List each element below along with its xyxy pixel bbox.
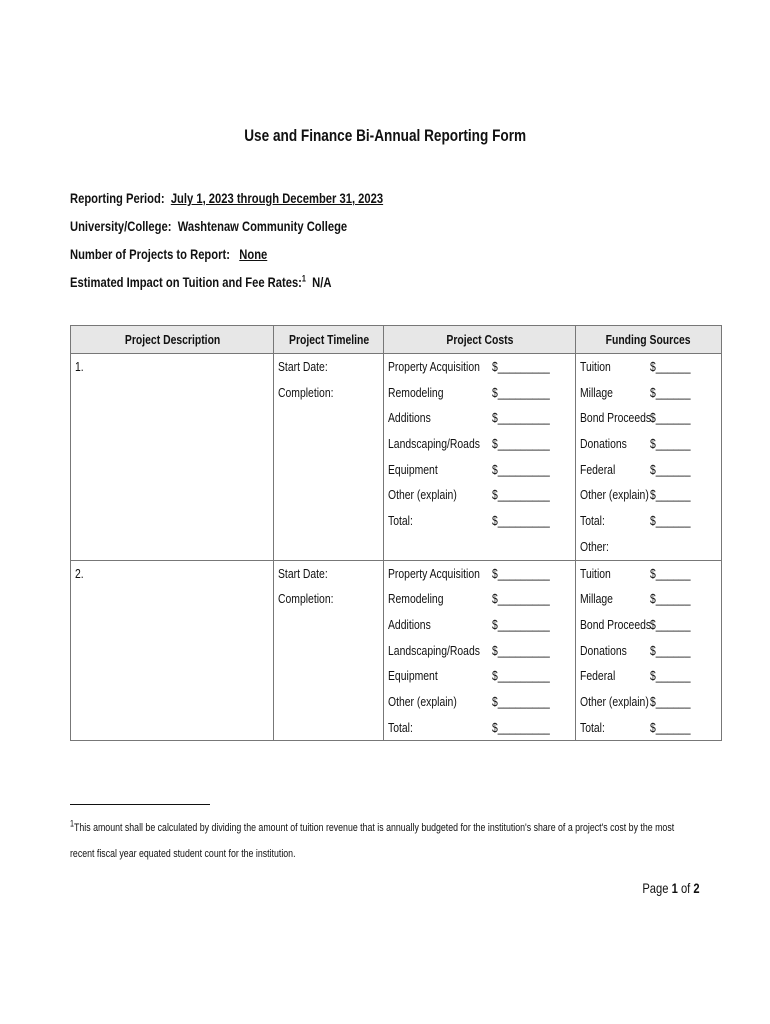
start-date-label: Start Date:	[278, 359, 328, 374]
cost-landscaping-roads[interactable]: Landscaping/Roads $_________	[388, 436, 551, 452]
funding-tuition[interactable]: Tuition $______	[580, 565, 691, 581]
reporting-period-label: Reporting Period:	[70, 190, 165, 206]
cost-property-acquisition[interactable]: Property Acquisition $_________	[388, 359, 551, 374]
cost-landscaping-roads[interactable]: Landscaping/Roads $_________	[388, 642, 551, 658]
funding-sources-cell	[576, 560, 722, 741]
page-number: Page 1 of 2	[642, 880, 700, 896]
project-number: 1.	[75, 359, 84, 374]
footnote-marker: 1	[70, 818, 75, 829]
completion-label: Completion:	[278, 384, 334, 400]
cost-equipment[interactable]: Equipment $_________	[388, 668, 551, 684]
impact-value: N/A	[312, 274, 332, 290]
table-row	[71, 560, 722, 741]
header-project-costs: Project Costs	[384, 326, 576, 354]
footnote	[70, 815, 720, 867]
header-funding-sources: Funding Sources	[576, 326, 722, 354]
project-timeline-cell[interactable]	[274, 560, 384, 741]
impact-footnote-marker: 1	[301, 273, 306, 284]
funding-donations[interactable]: Donations $______	[580, 436, 691, 452]
funding-tuition[interactable]: Tuition $______	[580, 359, 691, 374]
projects-count-label: Number of Projects to Report:	[70, 246, 230, 262]
funding-millage[interactable]: Millage $______	[580, 384, 691, 400]
funding-bond-proceeds[interactable]: Bond Proceeds $______	[580, 616, 691, 632]
project-costs-cell	[384, 560, 576, 741]
cost-remodeling[interactable]: Remodeling $_________	[388, 384, 551, 400]
completion-label: Completion:	[278, 591, 334, 607]
university-line	[70, 218, 416, 234]
projects-table	[70, 325, 722, 741]
cost-additions[interactable]: Additions $_________	[388, 616, 551, 632]
cost-additions[interactable]: Additions $_________	[388, 410, 551, 426]
funding-other-note[interactable]: Other:	[580, 538, 610, 554]
table-header-row	[71, 326, 722, 354]
cost-equipment[interactable]: Equipment $_________	[388, 461, 551, 477]
funding-other[interactable]: Other (explain) $______	[580, 487, 691, 503]
reporting-period-line	[70, 190, 461, 206]
table-row	[71, 354, 722, 561]
university-value: Washtenaw Community College	[177, 218, 348, 234]
funding-federal[interactable]: Federal $______	[580, 461, 691, 477]
project-number: 2.	[75, 565, 84, 581]
footnote-line-1: This amount shall be calculated by dividing the amount of tuition revenue that is annually budgeted for the institution's share of a project's cost by the most	[74, 822, 675, 834]
header-project-description: Project Description	[71, 326, 274, 354]
cost-other[interactable]: Other (explain) $_________	[388, 693, 551, 709]
reporting-period-value: July 1, 2023 through December 31, 2023	[170, 190, 384, 206]
project-description-cell[interactable]	[71, 560, 274, 741]
projects-count-value: None	[239, 246, 268, 262]
start-date-label: Start Date:	[278, 565, 328, 581]
funding-other[interactable]: Other (explain) $______	[580, 693, 691, 709]
funding-total[interactable]: Total: $______	[580, 719, 691, 735]
header-project-timeline: Project Timeline	[274, 326, 384, 354]
impact-label: Estimated Impact on Tuition and Fee Rates:	[70, 274, 302, 290]
cost-property-acquisition[interactable]: Property Acquisition $_________	[388, 565, 551, 581]
funding-donations[interactable]: Donations $______	[580, 642, 691, 658]
funding-sources-cell	[576, 354, 722, 561]
impact-line	[70, 274, 397, 290]
footnote-line-2: recent fiscal year equated student count for the institution.	[70, 848, 296, 860]
cost-other[interactable]: Other (explain) $_________	[388, 487, 551, 503]
project-timeline-cell[interactable]	[274, 354, 384, 561]
cost-remodeling[interactable]: Remodeling $_________	[388, 591, 551, 607]
footnote-divider	[70, 804, 210, 805]
project-costs-cell	[384, 354, 576, 561]
cost-total[interactable]: Total: $_________	[388, 719, 551, 735]
funding-bond-proceeds[interactable]: Bond Proceeds $______	[580, 410, 691, 426]
funding-total[interactable]: Total: $______	[580, 513, 691, 529]
funding-millage[interactable]: Millage $______	[580, 591, 691, 607]
projects-count-line	[70, 246, 317, 262]
university-label: University/College:	[70, 218, 172, 234]
cost-total[interactable]: Total: $_________	[388, 513, 551, 529]
funding-federal[interactable]: Federal $______	[580, 668, 691, 684]
project-description-cell[interactable]	[71, 354, 274, 561]
form-title: Use and Finance Bi-Annual Reporting Form	[244, 126, 526, 145]
